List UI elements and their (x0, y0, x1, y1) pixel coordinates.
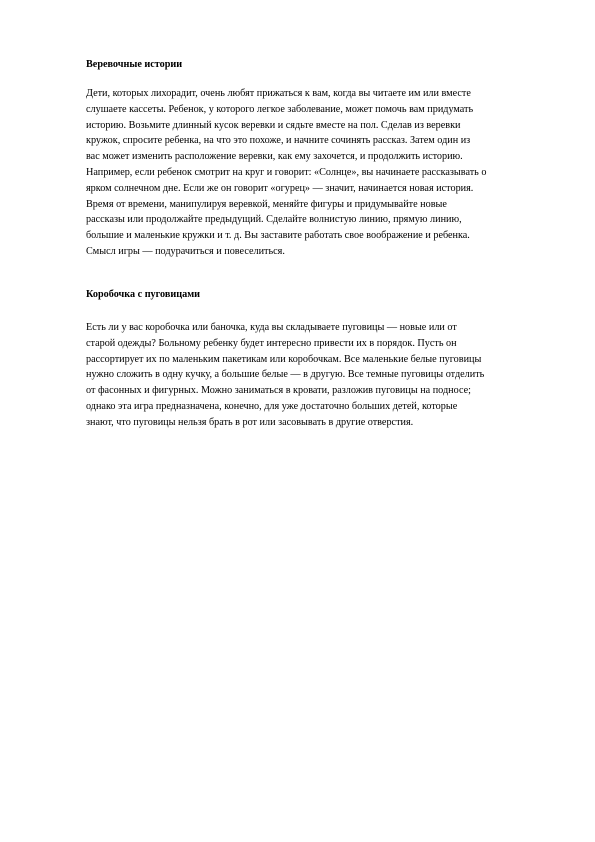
text-line: Есть ли у вас коробочка или баночка, куда вы складываете пуговицы — новые или от (86, 322, 457, 333)
text-line: рассказы или продолжайте предыдущий. Сделайте волнистую линию, прямую линию, (86, 214, 462, 226)
text-line: историю. Возьмите длинный кусок веревки и сядьте вместе на пол. Сделав из веревки (86, 119, 461, 131)
section-rope-stories (86, 58, 506, 260)
text-line: большие и маленькие кружки и т. д. Вы заставите работать свое воображение и ребенка. (86, 230, 470, 242)
text-line: Например, если ребенок смотрит на круг и говорит: «Солнце», вы начинаете рассказывать о (86, 166, 487, 178)
section-heading: Коробочка с пуговицами (86, 289, 201, 300)
text-line: вас может изменить расположение веревки, как ему захочется, и продолжить историю. (86, 151, 463, 163)
text-line: от фасонных и фигурных. Можно заниматься в кровати, разложив пуговицы на подносе; (86, 385, 471, 397)
text-line: Смысл игры — подурачиться и повеселиться. (86, 245, 285, 257)
text-line: знают, что пуговицы нельзя брать в рот или засовывать в другие отверстия. (86, 416, 414, 428)
text-line: нужно сложить в одну кучку, а большие белые — в другую. Все темные пуговицы отделить (86, 369, 485, 381)
text-line: старой одежды? Больному ребенку будет интересно привести их в порядок. Пусть он (86, 337, 457, 349)
text-line: слушаете кассеты. Ребенок, у которого легкое заболевание, может помочь вам придумать (86, 103, 474, 115)
text-line: ярком солнечном дне. Если же он говорит «огурец» — значит, начинается новая история. (86, 182, 474, 194)
text-line: рассортирует их по маленьким пакетикам или коробочкам. Все маленькие белые пуговицы (86, 353, 482, 365)
section-paragraph (86, 86, 506, 260)
section-heading: Веревочные истории (86, 59, 183, 70)
section-paragraph (86, 320, 506, 431)
section-button-box (86, 288, 506, 431)
text-line: кружок, спросите ребенка, на что это похоже, и начните сочинять рассказ. Затем один из (86, 135, 471, 147)
text-line: однако эта игра предназначена, конечно, для уже достаточно больших детей, которые (86, 400, 458, 412)
text-line: Дети, которых лихорадит, очень любят прижаться к вам, когда вы читаете им или вместе (86, 88, 471, 99)
text-line: Время от времени, манипулируя веревкой, меняйте фигуры и придумывайте новые (86, 198, 447, 210)
